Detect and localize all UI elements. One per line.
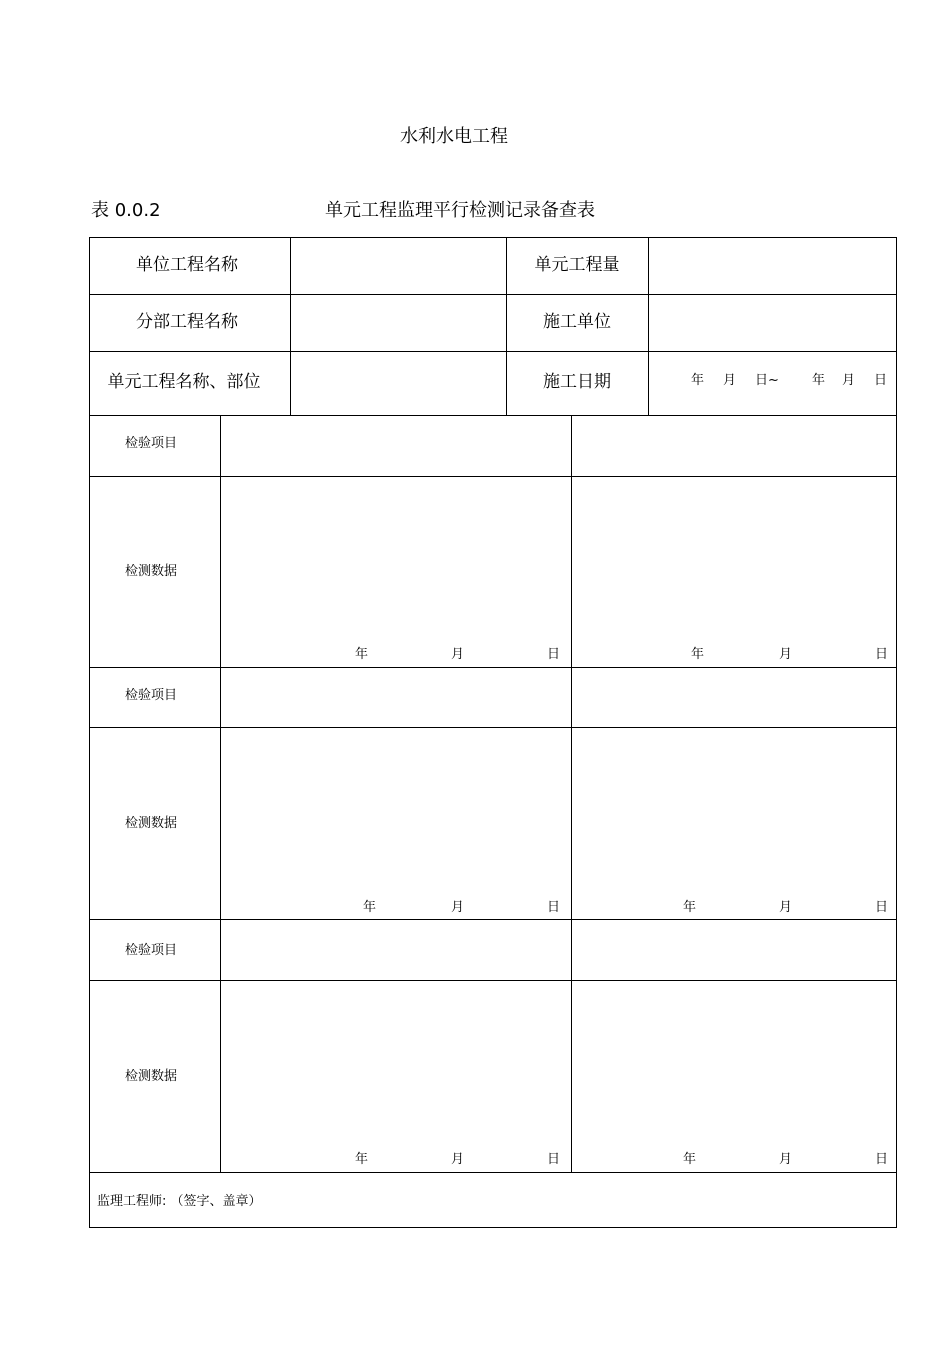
element-name-label: 单元工程名称、部位 — [107, 372, 261, 392]
construction-date-label: 施工日期 — [543, 372, 611, 392]
sub-project-name-field[interactable] — [291, 295, 506, 351]
unit-engineering-qty-field[interactable] — [649, 238, 896, 294]
date-month: 月 — [451, 1152, 465, 1167]
inspection-item-label: 检验项目 — [124, 688, 178, 703]
table-border-left — [89, 237, 90, 1228]
unit-project-name-field[interactable] — [291, 238, 506, 294]
row-line — [89, 1227, 897, 1228]
test-data-field-left[interactable] — [221, 728, 571, 919]
date-day: 日 — [547, 647, 561, 662]
test-data-field-right[interactable] — [572, 728, 896, 919]
date-month: 月 — [842, 373, 856, 388]
construction-unit-field[interactable] — [649, 295, 896, 351]
test-data-field-left[interactable] — [221, 477, 571, 667]
date-year: 年 — [691, 647, 705, 662]
construction-date-field[interactable] — [649, 352, 896, 415]
table-title: 单元工程监理平行检测记录备查表 — [325, 200, 595, 221]
element-name-field[interactable] — [291, 352, 506, 415]
date-year: 年 — [355, 1152, 369, 1167]
supervisor-signature-label: 监理工程师: （签字、盖章） — [97, 1194, 262, 1209]
supervisor-signature-field[interactable] — [280, 1173, 896, 1227]
unit-project-name-label: 单位工程名称 — [136, 255, 238, 275]
date-year: 年 — [355, 647, 369, 662]
unit-engineering-qty-label: 单元工程量 — [534, 255, 620, 275]
date-day-tilde: 日~ — [755, 373, 779, 388]
document-title: 水利水电工程 — [400, 126, 508, 147]
date-month: 月 — [779, 1152, 793, 1167]
table-border-right — [896, 237, 897, 1228]
inspection-item-field-right[interactable] — [572, 416, 896, 476]
date-year: 年 — [691, 373, 705, 388]
date-month: 月 — [451, 900, 465, 915]
date-month: 月 — [451, 647, 465, 662]
date-month: 月 — [723, 373, 737, 388]
test-data-label: 检测数据 — [124, 564, 178, 579]
inspection-item-field-right[interactable] — [572, 668, 896, 727]
date-day: 日 — [547, 1152, 561, 1167]
date-day: 日 — [547, 900, 561, 915]
construction-unit-label: 施工单位 — [543, 312, 611, 332]
table-number: 表 0.0.2 — [91, 200, 161, 221]
inspection-item-field-left[interactable] — [221, 920, 571, 980]
test-data-label: 检测数据 — [124, 816, 178, 831]
date-month: 月 — [779, 647, 793, 662]
date-year: 年 — [683, 900, 697, 915]
date-year: 年 — [683, 1152, 697, 1167]
test-data-field-right[interactable] — [572, 477, 896, 667]
test-data-field-left[interactable] — [221, 981, 571, 1172]
sub-project-name-label: 分部工程名称 — [136, 312, 238, 332]
date-day: 日 — [875, 647, 889, 662]
test-data-field-right[interactable] — [572, 981, 896, 1172]
date-year: 年 — [812, 373, 826, 388]
date-year: 年 — [363, 900, 377, 915]
inspection-item-field-right[interactable] — [572, 920, 896, 980]
date-day: 日 — [875, 900, 889, 915]
inspection-item-field-left[interactable] — [221, 668, 571, 727]
date-day: 日 — [875, 1152, 889, 1167]
col-line — [506, 237, 507, 415]
inspection-item-label: 检验项目 — [124, 943, 178, 958]
date-month: 月 — [779, 900, 793, 915]
inspection-item-field-left[interactable] — [221, 416, 571, 476]
inspection-item-label: 检验项目 — [124, 436, 178, 451]
test-data-label: 检测数据 — [124, 1069, 178, 1084]
date-day: 日 — [874, 373, 888, 388]
